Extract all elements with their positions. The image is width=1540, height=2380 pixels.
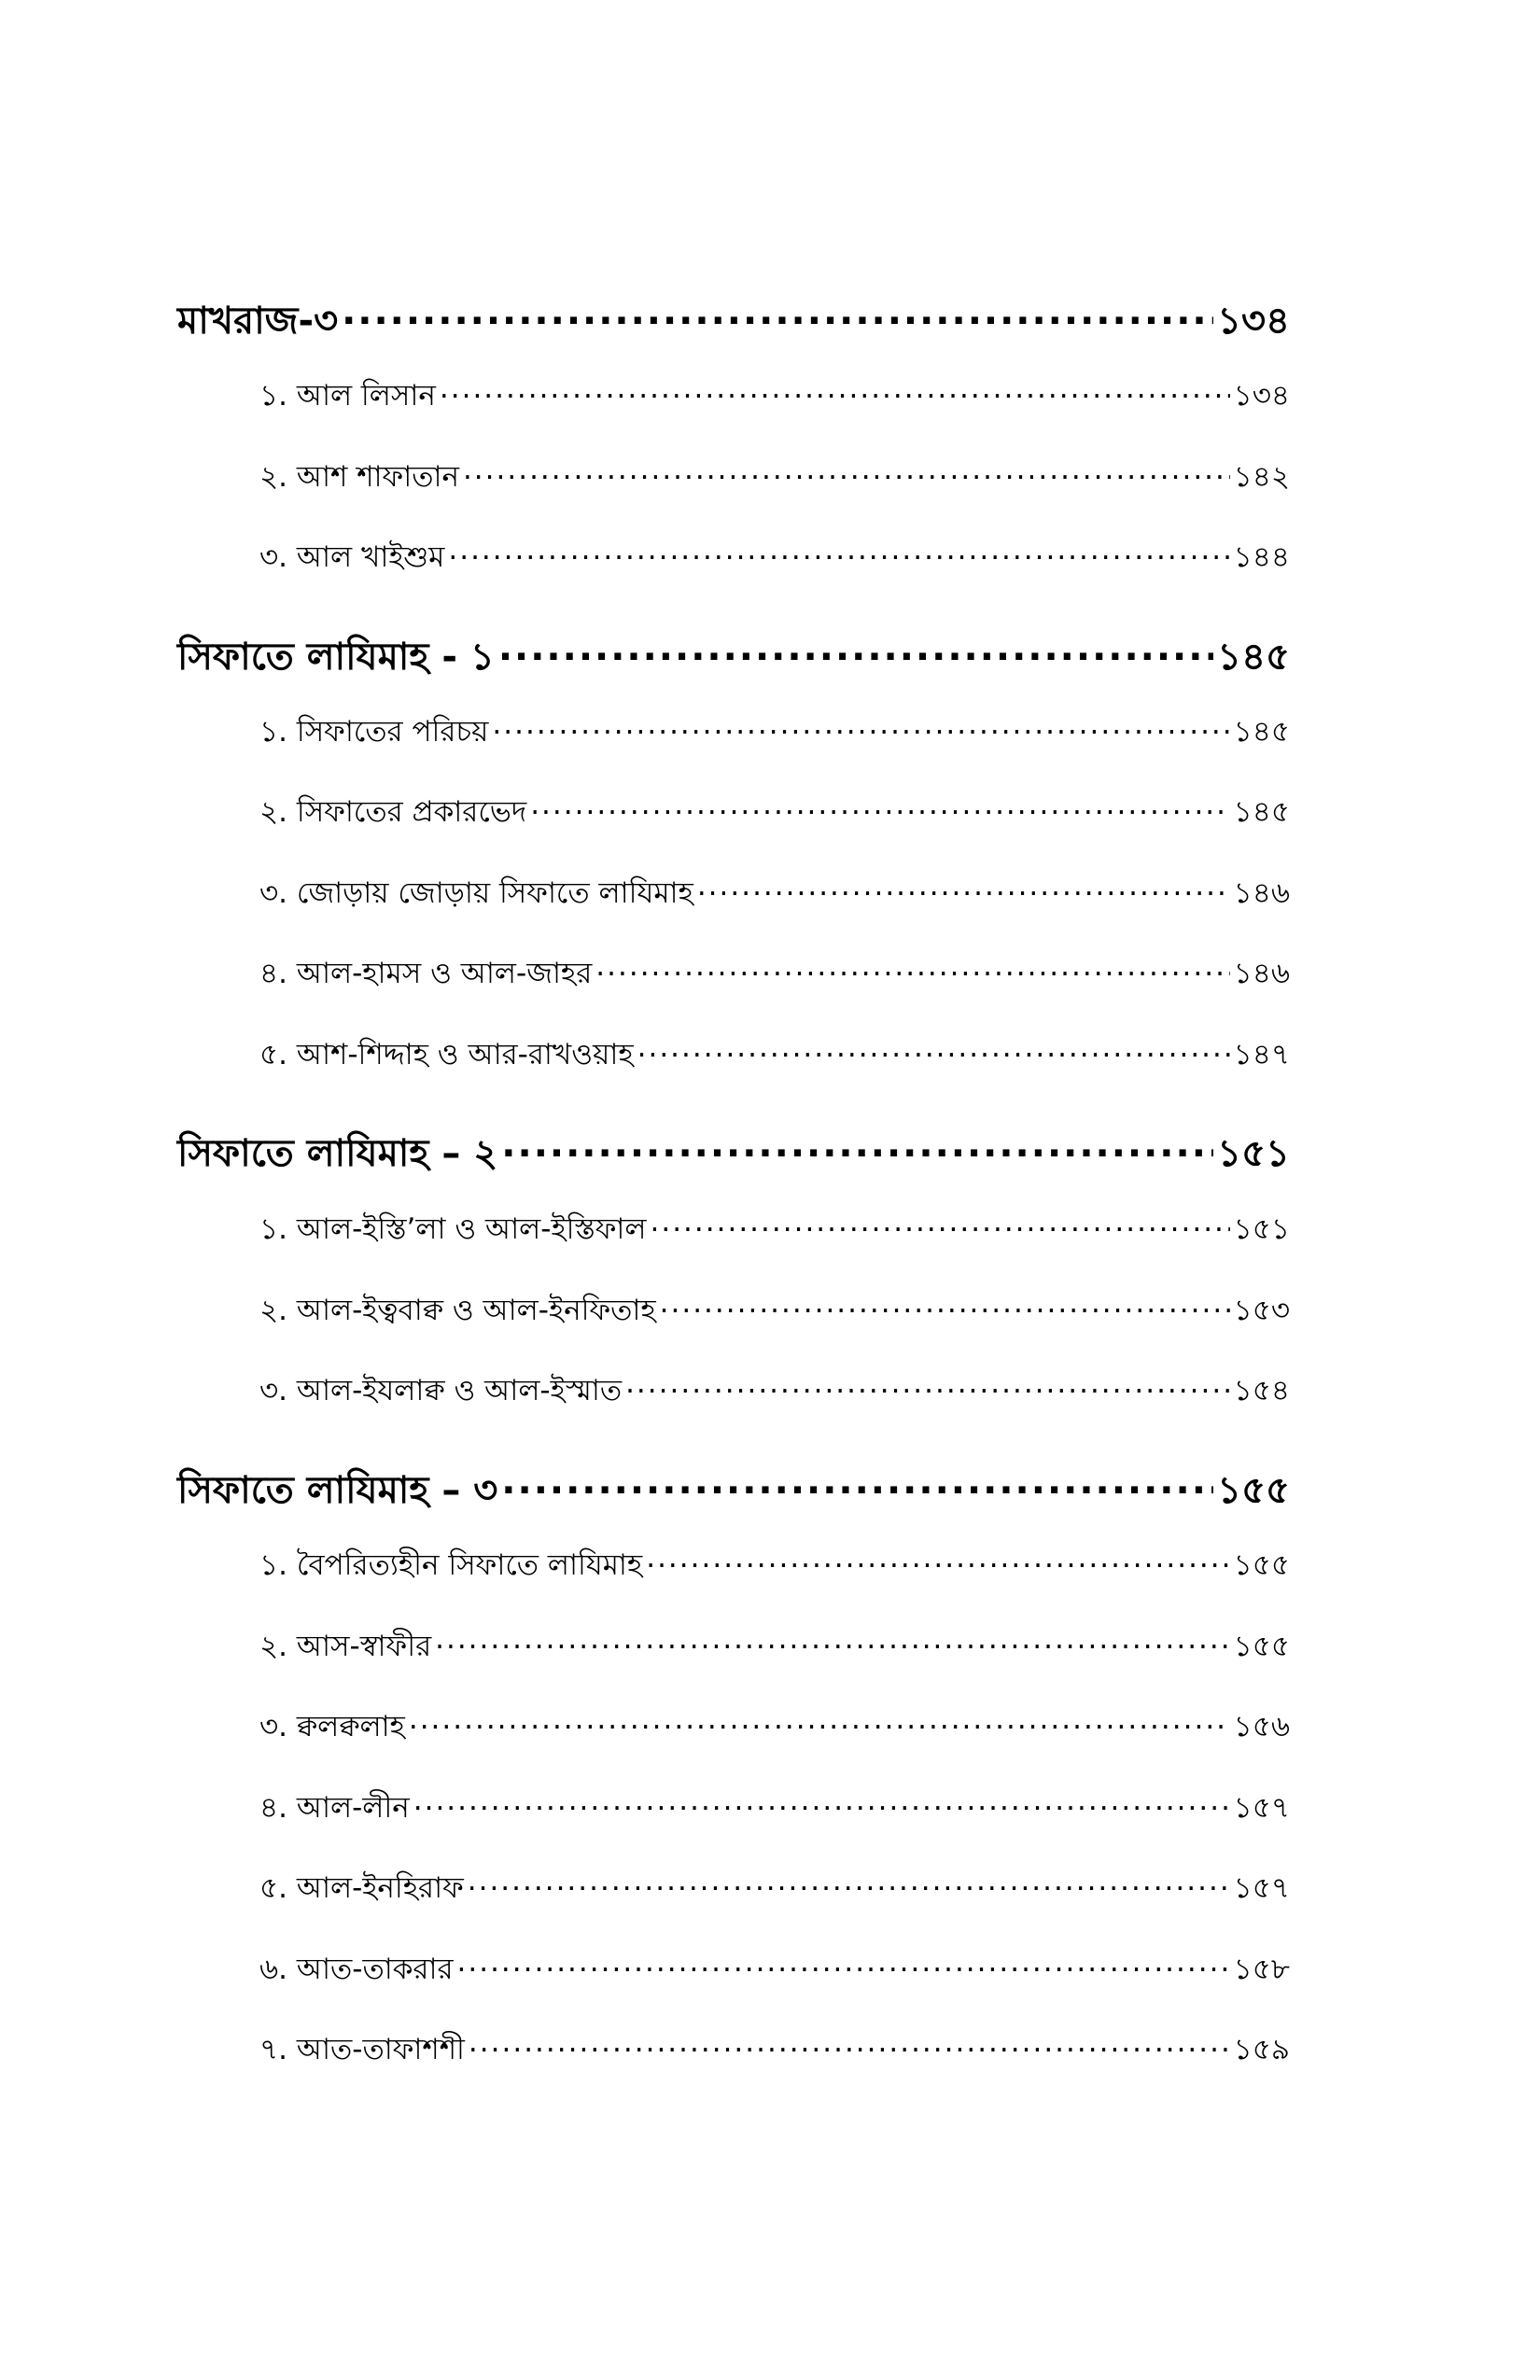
toc-entry-title: ২. আল-ইত্ববাক্ব ও আল-ইনফিতাহ [259,1294,656,1327]
dot-leader [501,1128,1213,1166]
toc-entry-title: ৫. আল-ইনহিরাফ [259,1871,464,1905]
toc-entry-title: ২. আশ শাফাতান [259,460,459,494]
toc-page-number: ১৩৪ [1233,379,1290,413]
toc-entry-title: ১. সিফাতের পরিচয় [259,715,489,749]
toc-entry-title: ৪. আল-লীন [259,1791,410,1825]
dot-leader [440,376,1230,405]
toc-entry [259,455,1290,503]
dot-leader [468,1869,1230,1897]
toc-entry-title: ২. সিফাতের প্রকারভেদ [259,795,527,829]
toc-entry-title: ১. আল-ইস্তি’লা ও আল-ইস্তিফাল [259,1212,647,1246]
toc-page-number: ১৩৪ [1217,300,1290,343]
toc-entry [259,1866,1290,1914]
toc-page-number: ১৫৪ [1233,1374,1290,1407]
dot-leader [492,712,1229,741]
toc-entry-title: ৫. আশ-শিদ্দাহ ও আর-রাখওয়াহ [259,1038,634,1071]
toc-section-heading [177,627,1290,690]
toc-entry [259,709,1290,758]
toc-entry [259,1624,1290,1673]
toc-entry [259,1032,1290,1081]
toc-entry-title: ৩. আল খাইশুম [259,540,445,574]
toc-page-number: ১৫১ [1233,1212,1290,1246]
dot-leader [637,1035,1230,1064]
toc-entry [259,535,1290,583]
toc-section-title: মাখরাজ-৩ [177,300,339,343]
toc-page-number: ১৪৬ [1233,876,1290,910]
dot-leader [530,792,1229,821]
dot-leader [342,296,1213,333]
dot-leader [595,954,1229,983]
toc-page-number: ১৪৫ [1217,636,1290,679]
toc-entry [259,1288,1290,1337]
toc-page-number: ১৫৮ [1233,1953,1290,1986]
toc-entry-title: ৩. জোড়ায় জোড়ায় সিফাতে লাযিমাহ [259,876,693,910]
toc-entry [259,1785,1290,1834]
dot-leader [469,2030,1230,2059]
toc-entry [259,373,1290,422]
toc-entry-title: ৩. ক্বলক্বলাহ [259,1710,405,1743]
dot-leader [463,457,1230,486]
toc-page-number: ১৫৭ [1233,1871,1290,1905]
toc-entry [259,1704,1290,1753]
toc-section-title: সিফাতে লাযিমাহ - ১ [177,636,495,679]
toc-page-number: ১৫৬ [1233,1710,1290,1743]
toc-page-number: ১৫৩ [1233,1294,1290,1327]
dot-leader [646,1546,1229,1575]
toc-section-title: সিফাতে লাযিমাহ – ৩ [177,1469,498,1512]
toc-entry-title: ১. বৈপরিত্যহীন সিফাতে লাযিমাহ [259,1548,643,1582]
toc-entry-title: ৪. আল-হামস ও আল-জাহর [259,957,593,990]
dot-leader [501,1465,1213,1503]
toc-page-number: ১৫১ [1217,1132,1290,1175]
toc-entry-title: ২. আস-স্বাফীর [259,1630,432,1663]
toc-page-number: ১৫৯ [1233,2033,1290,2066]
dot-leader [448,538,1229,567]
toc-page-number: ১৫৫ [1217,1469,1290,1512]
toc-entry-title: ৭. আত-তাফাশশী [259,2033,465,2066]
dot-leader [413,1788,1230,1817]
toc-section-heading [177,1461,1290,1523]
toc-page-number: ১৪২ [1233,460,1290,494]
toc-entry [259,1368,1290,1417]
dot-leader [625,1371,1230,1400]
toc-page-number: ১৫৭ [1233,1791,1290,1825]
toc-entry [259,1207,1290,1255]
toc-page-number: ১৪৫ [1233,795,1290,829]
toc-page-number: ১৫৫ [1233,1630,1290,1663]
toc-section-title: সিফাতে লাযিমাহ – ২ [177,1132,498,1175]
dot-leader [409,1707,1230,1736]
toc-page-number: ১৪৪ [1233,540,1290,574]
toc-entry-title: ৬. আত-তাকরার [259,1953,454,1986]
toc-entry [259,1543,1290,1591]
toc-entry [259,1947,1290,1995]
toc-entry-title: ১. আল লিসান [259,379,436,413]
dot-leader [651,1210,1230,1239]
toc-entry [259,951,1290,1000]
dot-leader [498,632,1213,669]
toc-entry-title: ৩. আল-ইযলাক্ব ও আল-ইস্মাত [259,1374,623,1407]
dot-leader [457,1950,1230,1979]
toc-page-number: ১৪৭ [1233,1038,1290,1071]
dot-leader [697,874,1230,903]
toc-entry [259,790,1290,838]
dot-leader [660,1291,1230,1320]
toc-page-number: ১৪৫ [1233,715,1290,749]
toc-section-heading [177,291,1290,354]
toc-page-number: ১৫৫ [1233,1548,1290,1582]
toc-section-heading [177,1124,1290,1186]
toc-page-number: ১৪৬ [1233,957,1290,990]
toc-entry [259,871,1290,919]
toc-entry [259,2027,1290,2076]
dot-leader [435,1627,1230,1656]
